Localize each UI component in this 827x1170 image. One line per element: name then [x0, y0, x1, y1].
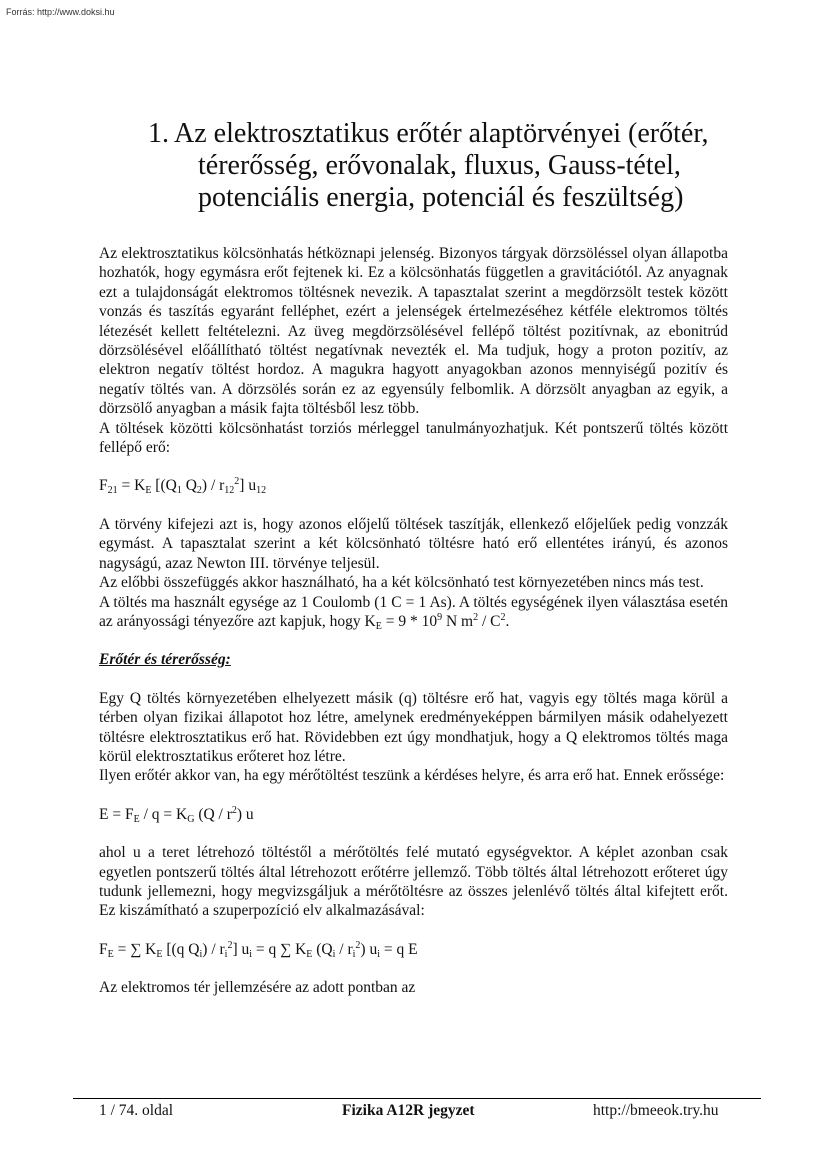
paragraph-field-strength: Ilyen erőtér akkor van, ha egy mérőtöltést teszünk a kérdéses helyre, és arra erő hat. Ennek erőssége: [99, 767, 725, 785]
section-heading: Erőtér és térerősség: [99, 651, 231, 669]
paragraph-field: Egy Q töltés környezetében elhelyezett másik (q) töltésre erő hat, vagyis egy töltés maga körül a térben olyan fizikai állapotot hoz létre, amelynek eredményeképpen bármilyen másik odahelyezett töltésre elektrosztatikus erő hat. Rövidebben ezt úgy mondhatjuk, hogy a Q elektromos töltés maga körül elektrosztatikus erőteret hoz létre. [99, 689, 728, 765]
paragraph-closing: Az elektromos tér jellemzésére az adott pontban az [99, 979, 416, 997]
page-title [148, 118, 748, 214]
paragraph-law: A törvény kifejezi azt is, hogy azonos előjelű töltések taszítják, ellenkező előjelűek pedig vonzzák egymást. A tapasztalat szerint a két kölcsönható töltésre ható erő ellentétes irányú, és azonos nagyságú, azaz Newton III. törvénye teljesül. [99, 515, 728, 572]
paragraph-torsion: A töltések közötti kölcsönhatást torziós mérleggel tanulmányozhatjuk. Két pontszerű töltés között fellépő erő: [99, 419, 728, 457]
title-line-1: Az elektrosztatikus erőtér alaptörvényei (erőtér, [174, 118, 709, 149]
paragraph-superposition: ahol u a teret létrehozó töltéstől a mérőtöltés felé mutató egységvektor. A képlet azonban csak egyetlen pontszerű töltés által létrehozott erőtérre jellemző. Több töltés által létrehozott erőteret úgy tudunk jellemezni, hogy megvizsgáljuk a mérőtöltésre az összes jelenlévő töltés által kifejtett erőt. Ez kiszámítható a szuperpozíció elv alkalmazásával: [99, 844, 728, 920]
formula-superposition: $F_E$ = ∑ $K_E$ [(q $Q_i) / r_i^2$] $u_i = q$ ∑ $K_E$ $(Q_i / r_i^2) u_i = q$ E [99, 939, 418, 960]
formula-field: $E = F_E / q = K_G$ $(Q / r^2)$ u [99, 804, 254, 825]
paragraph-intro: Az elektrosztatikus kölcsönhatás hétköznapi jelenség. Bizonyos tárgyak dörzsöléssel olyan állapotba hozhatók, hogy egymásra erőt fejtenek ki. Ez a kölcsönhatás független a gravitációtól. Az anyagnak ezt a tulajdonságát elektromos töltésnek nevezik. A tapasztalat szerint a megdörzsölt testek között vonzás és taszítás egyaránt felléphet, ezért a jelenségek értelmezéséhez kétféle elektromos töltés létezését kellett feltételezni. Az üveg megdörzsölésével fellépő töltést pozitívnak, az ebonitrúd dörzsölésével előállítható töltést negatívnak nevezték el. Ma tudjuk, hogy a proton pozitív, az elektron negatív töltést hordoz. A magukra hagyott anyagokban azonos mennyiségű pozitív és negatív töltés van. A dörzsölés során ez az egyensúly felbomlik. A dörzsölt anyagban az egyik, a dörzsölő anyagban a másik fajta töltésből lesz több. [99, 245, 728, 418]
source-label: Forrás: http://www.doksi.hu [6, 7, 115, 17]
footer-url[interactable]: http://bmeeok.try.hu [593, 1102, 719, 1119]
footer-page-number: 1 / 74. oldal [99, 1102, 174, 1119]
paragraph-unit: A töltés ma használt egysége az 1 Coulomb (1 C = 1 As). A töltés egységének ilyen választása esetén az arányossági tényezőre azt kapjuk, hogy $K_E = 9 * 10^9$ N $m^2 / C^2$. [99, 593, 728, 632]
footer-title: Fizika A12R jegyzet [342, 1102, 475, 1119]
footer-divider [73, 1098, 761, 1099]
title-line-3: potenciális energia, potenciál és feszültség) [198, 182, 684, 213]
title-number: 1. [148, 118, 169, 149]
title-line-2: térerősség, erővonalak, fluxus, Gauss-tétel, [198, 150, 681, 181]
formula-coulomb: $F_{21} = K_E$ [($Q_1$ $Q_2) / r_{12}^2$] $u_{12}$ [99, 476, 267, 497]
paragraph-condition: Az előbbi összefüggés akkor használható, ha a két kölcsönható test környezetében nincs más test. [99, 574, 704, 592]
document-body [99, 244, 728, 998]
